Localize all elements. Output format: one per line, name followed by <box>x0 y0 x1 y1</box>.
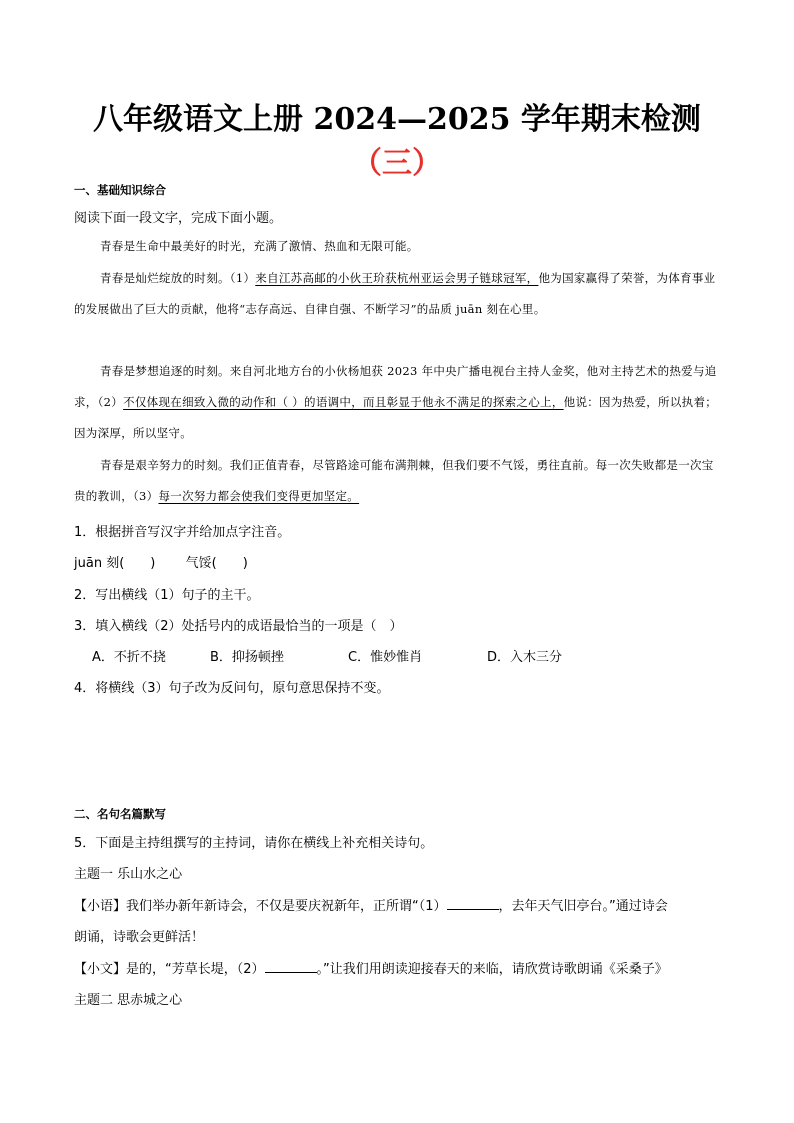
pinyin-item: 气馁( ) <box>185 556 248 571</box>
dialogue-text: 【小语】我们举办新年新诗会，不仅是要庆祝新年，正所谓“（1） <box>74 899 447 914</box>
dialogue-text: 。”让我们用朗读迎接春天的来临，请欣赏诗歌朗诵《采桑子》 <box>316 962 668 977</box>
question-5: 5．下面是主持组撰写的主持词，请你在横线上补充相关诗句。 <box>74 836 434 851</box>
passage-text: 他说：因为热爱，所以执着；因为深厚，所以坚守。 <box>74 395 718 440</box>
question-1-items <box>74 552 248 571</box>
option-c[interactable]: C．惟妙惟肖 <box>348 650 423 665</box>
page-subtitle: （三） <box>352 146 442 181</box>
question-4: 4．将横线（3）句子改为反问句，原句意思保持不变。 <box>74 681 390 696</box>
passage-text: 青春是灿烂绽放的时刻。（1） <box>100 271 256 285</box>
theme-1: 主题一 乐山水之心 <box>74 867 183 882</box>
passage-text: 青春是梦想追逐的时刻。来自河北地方台的小伙杨旭获 2023 年中央广播电视台主持人金奖，他对主持艺术的热爱与追求，（2） <box>74 364 717 409</box>
underlined-sentence: 每一次努力都会使我们变得更加坚定。 <box>158 489 360 503</box>
dialogue-line <box>74 895 668 914</box>
passage-paragraph <box>74 356 722 449</box>
option-a[interactable]: A．不折不挠 <box>92 650 166 665</box>
option-d[interactable]: D．入木三分 <box>487 650 563 665</box>
page-title: 八年级语文上册 2024—2025 学年期末检测 <box>93 102 701 137</box>
underlined-sentence: 不仅体现在细致入微的动作和（ ）的语调中，而且彰显于他永不满足的探索之心上， <box>123 395 564 409</box>
underlined-sentence: 来自江苏高邮的小伙王玠获杭州亚运会男子链球冠军， <box>255 271 539 285</box>
passage-paragraph <box>74 231 722 262</box>
question-2: 2．写出横线（1）句子的主干。 <box>74 588 260 603</box>
pinyin-item: juān 刻( ) <box>74 556 156 571</box>
dialogue-line: 朗诵，诗歌会更鲜活！ <box>74 930 205 945</box>
theme-2: 主题二 思赤城之心 <box>74 993 183 1008</box>
question-1: 1．根据拼音写汉字并给加点字注音。 <box>74 525 291 540</box>
question-3: 3．填入横线（2）处括号内的成语最恰当的一项是（ ） <box>74 619 403 634</box>
instruction-text: 阅读下面一段文字，完成下面小题。 <box>74 211 283 226</box>
passage-text: 青春是艰辛努力的时刻。我们正值青春，尽管路途可能布满荆棘，但我们要不气馁，勇往直前。每一次失败都是一次宝贵的教训，（3） <box>74 458 714 503</box>
passage-text: 青春是生命中最美好的时光，充满了激情、热血和无限可能。 <box>100 239 419 253</box>
answer-blank[interactable] <box>265 960 317 973</box>
option-b[interactable]: B．抑扬顿挫 <box>210 650 284 665</box>
passage-text: 他为国家赢得了荣誉，为体育事业的发展做出了巨大的贡献，他将“志存高远、自律自强、不断学习”的品质 juān 刻在心里。 <box>74 271 716 316</box>
dialogue-text: 【小文】是的，“芳草长堤，（2） <box>74 962 265 977</box>
dialogue-text: ，去年天气旧亭台。”通过诗会 <box>498 899 668 914</box>
passage-paragraph <box>74 263 722 325</box>
section-heading: 一、基础知识综合 <box>74 183 166 197</box>
answer-blank[interactable] <box>447 897 499 910</box>
passage-paragraph <box>74 450 722 512</box>
dialogue-line <box>74 958 668 977</box>
section-heading: 二、名句名篇默写 <box>74 807 166 821</box>
